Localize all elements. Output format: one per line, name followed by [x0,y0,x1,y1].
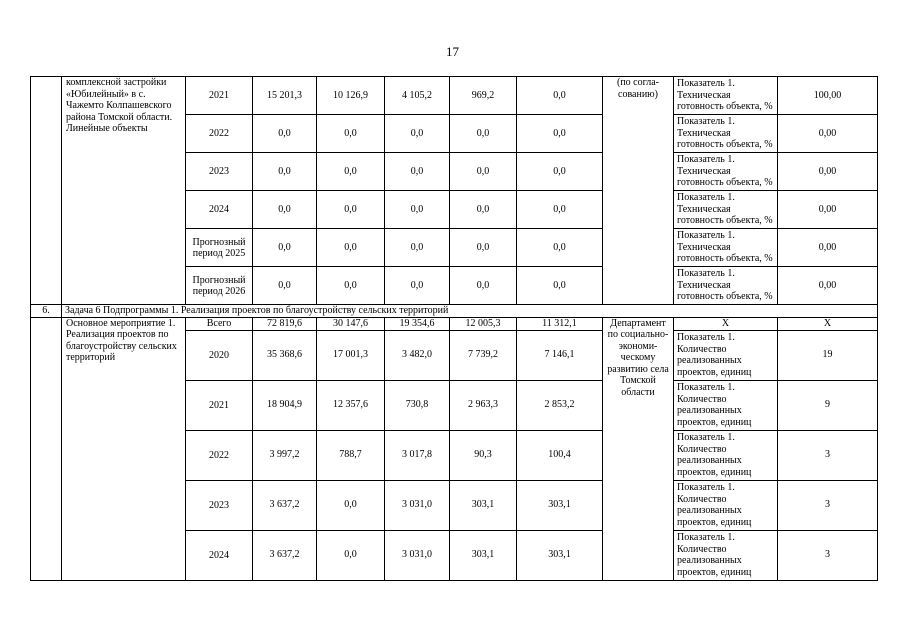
executor-cell: Департамент по социально-экономи-ческому развитию села Томской области [603,317,674,580]
other-cell: 303,1 [517,480,603,530]
local-cell: 0,0 [450,267,517,305]
regional-cell: 4 105,2 [385,77,450,115]
federal-cell: 0,0 [317,115,385,153]
indicator-value: 0,00 [778,115,878,153]
table-row [31,77,878,115]
indicator-cell: Показатель 1. Количество реализованных проектов, единиц [674,430,778,480]
indicator-cell: X [674,317,778,330]
local-cell: 12 005,3 [450,317,517,330]
indicator-cell: Показатель 1. Техническая готовность объекта, % [674,191,778,229]
local-cell: 0,0 [450,191,517,229]
other-cell: 0,0 [517,115,603,153]
indicator-value: 0,00 [778,191,878,229]
other-cell: 0,0 [517,229,603,267]
regional-cell: 3 482,0 [385,330,450,380]
section-row [31,305,878,318]
local-cell: 90,3 [450,430,517,480]
year-cell: 2023 [186,480,253,530]
row-number-cell [31,77,62,305]
regional-cell: 730,8 [385,380,450,430]
local-cell: 969,2 [450,77,517,115]
regional-cell: 0,0 [385,191,450,229]
other-cell: 11 312,1 [517,317,603,330]
regional-cell: 3 031,0 [385,530,450,580]
indicator-cell: Показатель 1. Техническая готовность объекта, % [674,77,778,115]
total-cell: 0,0 [253,229,317,267]
other-cell: 0,0 [517,153,603,191]
indicator-value: 0,00 [778,229,878,267]
year-cell: 2021 [186,77,253,115]
federal-cell: 0,0 [317,267,385,305]
regional-cell: 19 354,6 [385,317,450,330]
year-cell: Всего [186,317,253,330]
regional-cell: 0,0 [385,229,450,267]
other-cell: 100,4 [517,430,603,480]
federal-cell: 0,0 [317,191,385,229]
indicator-value: 100,00 [778,77,878,115]
regional-cell: 3 017,8 [385,430,450,480]
program-table [30,76,878,581]
regional-cell: 0,0 [385,267,450,305]
indicator-value: 3 [778,480,878,530]
federal-cell: 10 126,9 [317,77,385,115]
activity-name: комплексной застройки «Юбилейный» в с. Чажемто Колпашевского района Томской области. Линейные объекты [62,77,186,305]
other-cell: 2 853,2 [517,380,603,430]
other-cell: 0,0 [517,267,603,305]
year-cell: 2022 [186,430,253,480]
total-cell: 3 637,2 [253,480,317,530]
total-cell: 0,0 [253,191,317,229]
local-cell: 303,1 [450,530,517,580]
executor-cell: (по согла-сованию) [603,77,674,305]
regional-cell: 3 031,0 [385,480,450,530]
indicator-cell: Показатель 1. Количество реализованных проектов, единиц [674,380,778,430]
other-cell: 7 146,1 [517,330,603,380]
indicator-cell: Показатель 1. Техническая готовность объекта, % [674,153,778,191]
total-cell: 0,0 [253,267,317,305]
federal-cell: 17 001,3 [317,330,385,380]
local-cell: 0,0 [450,153,517,191]
regional-cell: 0,0 [385,153,450,191]
total-cell: 0,0 [253,153,317,191]
year-cell: Прогнозный период 2025 [186,229,253,267]
section-number: 6. [31,305,62,318]
year-cell: 2024 [186,530,253,580]
indicator-value: 3 [778,430,878,480]
indicator-cell: Показатель 1. Техническая готовность объекта, % [674,229,778,267]
total-cell: 0,0 [253,115,317,153]
activity-name: Основное мероприятие 1. Реализация проектов по благоустройству сельских территорий [62,317,186,580]
indicator-cell: Показатель 1. Техническая готовность объекта, % [674,267,778,305]
section-title: Задача 6 Подпрограммы 1. Реализация проектов по благоустройству сельских территорий [62,305,878,318]
other-cell: 303,1 [517,530,603,580]
total-cell: 18 904,9 [253,380,317,430]
total-cell: 72 819,6 [253,317,317,330]
table-row [31,317,878,330]
year-cell: Прогнозный период 2026 [186,267,253,305]
row-number-cell [31,317,62,580]
indicator-value: 19 [778,330,878,380]
other-cell: 0,0 [517,191,603,229]
indicator-value: 0,00 [778,267,878,305]
local-cell: 0,0 [450,229,517,267]
year-cell: 2022 [186,115,253,153]
indicator-value: X [778,317,878,330]
indicator-cell: Показатель 1. Количество реализованных проектов, единиц [674,330,778,380]
page-number: 17 [446,44,459,59]
indicator-value: 3 [778,530,878,580]
year-cell: 2023 [186,153,253,191]
local-cell: 7 739,2 [450,330,517,380]
local-cell: 303,1 [450,480,517,530]
federal-cell: 0,0 [317,229,385,267]
federal-cell: 788,7 [317,430,385,480]
year-cell: 2024 [186,191,253,229]
local-cell: 0,0 [450,115,517,153]
total-cell: 3 637,2 [253,530,317,580]
federal-cell: 30 147,6 [317,317,385,330]
local-cell: 2 963,3 [450,380,517,430]
other-cell: 0,0 [517,77,603,115]
total-cell: 35 368,6 [253,330,317,380]
federal-cell: 0,0 [317,480,385,530]
indicator-cell: Показатель 1. Количество реализованных проектов, единиц [674,480,778,530]
indicator-cell: Показатель 1. Количество реализованных проектов, единиц [674,530,778,580]
federal-cell: 12 357,6 [317,380,385,430]
year-cell: 2020 [186,330,253,380]
year-cell: 2021 [186,380,253,430]
federal-cell: 0,0 [317,153,385,191]
indicator-cell: Показатель 1. Техническая готовность объекта, % [674,115,778,153]
total-cell: 3 997,2 [253,430,317,480]
indicator-value: 0,00 [778,153,878,191]
indicator-value: 9 [778,380,878,430]
total-cell: 15 201,3 [253,77,317,115]
federal-cell: 0,0 [317,530,385,580]
regional-cell: 0,0 [385,115,450,153]
